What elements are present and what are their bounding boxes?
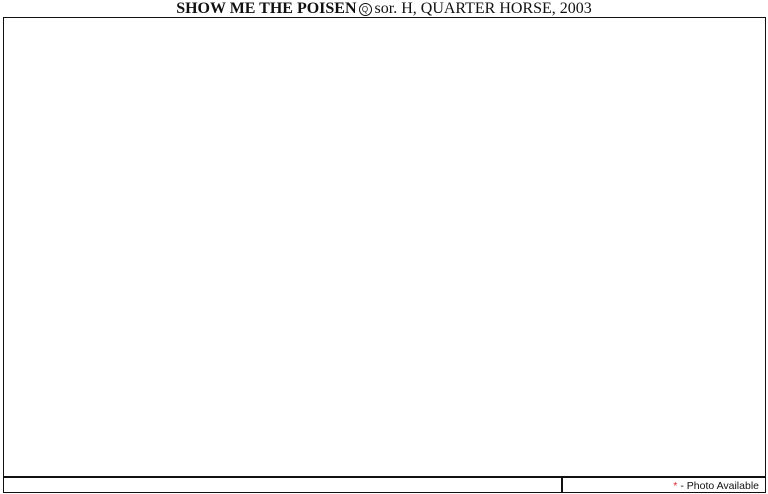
page-title — [0, 0, 768, 18]
footer-blank-box — [3, 477, 562, 493]
horse-title-details: sor. H, QUARTER HORSE, 2003 — [374, 0, 592, 17]
quarter-horse-badge-icon: Q — [359, 3, 372, 16]
horse-title-name: SHOW ME THE POISEN — [176, 0, 357, 17]
photo-star-icon: * — [673, 480, 678, 492]
photo-legend-text: - Photo Available — [680, 480, 759, 492]
photo-legend — [673, 480, 759, 492]
footer-legend-box — [562, 477, 766, 493]
pedigree-chart — [3, 17, 766, 477]
footer — [3, 477, 766, 493]
